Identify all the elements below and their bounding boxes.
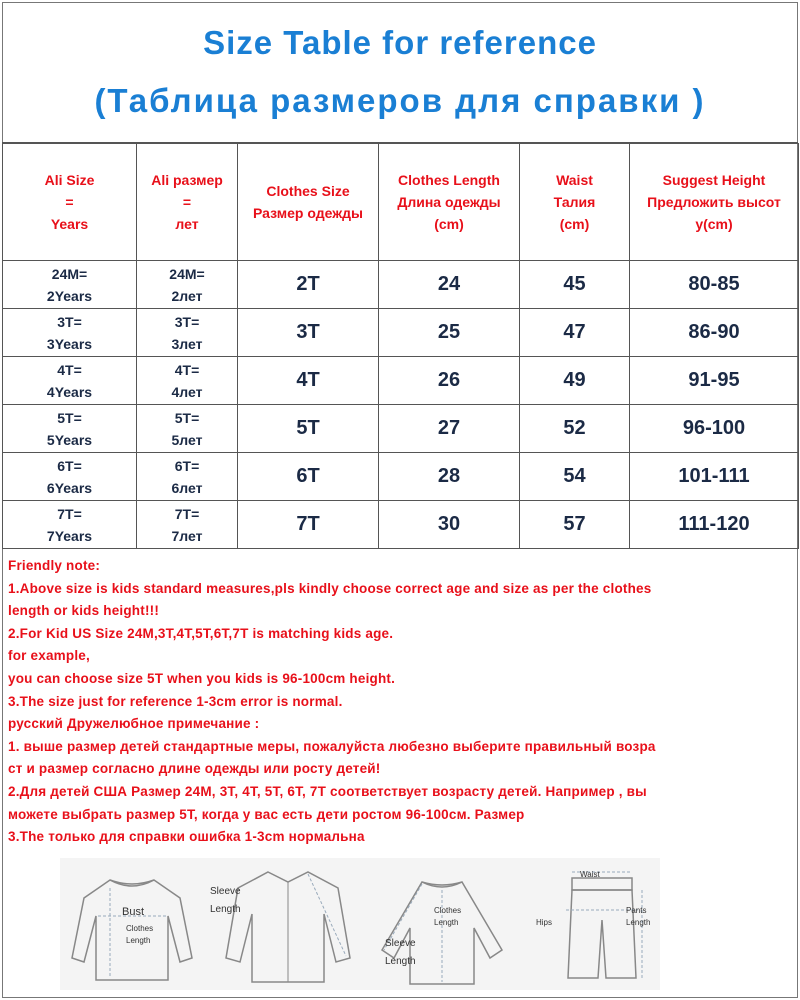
- header-line: Длина одежды: [397, 194, 501, 210]
- cell-length: 26: [379, 357, 520, 405]
- note-line: 1.Above size is kids standard measures,pls kindly choose correct age and size as per the clothes: [8, 580, 652, 596]
- shirt-diagram: [220, 858, 355, 990]
- cell-height: 86-90: [630, 309, 799, 357]
- table-row: [3, 261, 799, 309]
- cell-line: 6T=: [174, 457, 200, 474]
- header-line: Waist: [556, 172, 593, 188]
- cell-line: 3лет: [171, 335, 203, 352]
- cell-line: 3Years: [46, 335, 93, 352]
- header-row: [3, 144, 799, 261]
- cell-line: 24M=: [169, 265, 205, 282]
- cell-line: 6T=: [57, 457, 82, 474]
- table-row: [3, 405, 799, 453]
- cell-line: 6лет: [171, 479, 203, 496]
- cell-waist: 45: [520, 261, 630, 309]
- hips-label: Hips: [536, 918, 553, 927]
- header-line: Ali размер: [151, 172, 223, 188]
- sleeve2-length-label: Length: [385, 956, 416, 967]
- table-row: [3, 357, 799, 405]
- cell-waist: 57: [520, 501, 630, 549]
- cell-clothes-size: 6T: [238, 453, 379, 501]
- cell-height: 111-120: [630, 501, 799, 549]
- cell-line: 6Years: [46, 479, 93, 496]
- cell-ali-razmer: [137, 309, 238, 357]
- cell-clothes-size: 3T: [238, 309, 379, 357]
- cell-waist: 47: [520, 309, 630, 357]
- cell-line: 5лет: [171, 431, 203, 448]
- cell-line: 4T=: [174, 361, 200, 378]
- note-line: 3.The size just for reference 1-3cm error is normal.: [8, 693, 343, 709]
- waist-label: Waist: [580, 870, 600, 879]
- table-row: [3, 453, 799, 501]
- table-row: [3, 309, 799, 357]
- header-line: Ali Size: [44, 172, 95, 188]
- header-line: у(cm): [695, 216, 733, 232]
- cell-line: 7Years: [46, 527, 93, 544]
- cell-length: 28: [379, 453, 520, 501]
- header-line: (cm): [434, 216, 464, 232]
- cell-clothes-size: 5T: [238, 405, 379, 453]
- note-line: 2.Для детей США Размер 24M, 3T, 4T, 5T, 6T, 7T соответствует возрасту детей. Например , вы: [8, 783, 647, 799]
- sleeve-label: Sleeve: [210, 886, 241, 897]
- header-line: Clothes Length: [398, 172, 500, 188]
- note-line: русский Дружелюбное примечание :: [8, 716, 260, 732]
- size-table: [2, 143, 799, 549]
- measurement-diagrams: [60, 858, 660, 990]
- cell-line: 4T=: [57, 361, 82, 378]
- cell-ali-razmer: [137, 453, 238, 501]
- bust-label: Bust: [122, 906, 145, 918]
- header-line: Размер одежды: [253, 205, 363, 221]
- header-line: =: [65, 194, 74, 210]
- cell-line: 5Years: [46, 431, 93, 448]
- sleeve2-label: Sleeve: [385, 938, 416, 949]
- cell-height: 91-95: [630, 357, 799, 405]
- cell-height: 96-100: [630, 405, 799, 453]
- cell-ali-size: [3, 501, 137, 549]
- cell-line: 7T=: [174, 505, 200, 522]
- cell-ali-size: [3, 357, 137, 405]
- title-banner: [2, 2, 798, 143]
- header-line: Clothes Size: [266, 183, 350, 199]
- cell-line: 2Years: [46, 287, 93, 304]
- clothes-label: Clothes: [126, 924, 154, 933]
- note-line: 2.For Kid US Size 24M,3T,4T,5T,6T,7T is matching kids age.: [8, 625, 394, 641]
- cell-line: 3T=: [57, 313, 82, 330]
- cell-length: 25: [379, 309, 520, 357]
- sleeve-length-label: Length: [210, 904, 241, 915]
- cell-ali-size: [3, 261, 137, 309]
- header-ali-size: [3, 144, 137, 261]
- header-line: Предложить высот: [647, 194, 781, 210]
- cell-ali-size: [3, 453, 137, 501]
- table-row: [3, 501, 799, 549]
- cell-length: 27: [379, 405, 520, 453]
- note-line: 3.The только для справки ошибка 1-3cm нормальна: [8, 829, 365, 845]
- cell-ali-size: [3, 405, 137, 453]
- length2-label: Length: [434, 918, 459, 927]
- note-line: you can choose size 5T when you kids is 96-100cm height.: [8, 670, 396, 686]
- length-label: Length: [126, 936, 151, 945]
- cell-waist: 49: [520, 357, 630, 405]
- pants-length-label: Length: [626, 918, 651, 927]
- cell-line: 3T=: [174, 313, 200, 330]
- cell-length: 24: [379, 261, 520, 309]
- note-line: ст и размер согласно длине одежды или росту детей!: [8, 761, 381, 777]
- title-english: Size Table for reference: [203, 24, 597, 61]
- header-line: (cm): [559, 216, 590, 232]
- title-russian: (Таблица размеров для справки ): [94, 82, 706, 119]
- header-line: лет: [175, 216, 199, 232]
- cell-line: 4Years: [46, 383, 93, 400]
- note-line: length or kids height!!!: [8, 603, 160, 619]
- cell-line: 7T=: [57, 505, 82, 522]
- header-line: Suggest Height: [662, 172, 766, 188]
- cell-line: 4лет: [171, 383, 203, 400]
- cell-ali-razmer: [137, 261, 238, 309]
- cell-waist: 54: [520, 453, 630, 501]
- cell-height: 101-111: [630, 453, 799, 501]
- header-waist: [520, 144, 630, 261]
- header-ali-razmer: [137, 144, 238, 261]
- cell-clothes-size: 4T: [238, 357, 379, 405]
- header-suggest-height: [630, 144, 799, 261]
- cell-line: 7лет: [171, 527, 203, 544]
- cell-waist: 52: [520, 405, 630, 453]
- cell-clothes-size: 2T: [238, 261, 379, 309]
- cell-clothes-size: 7T: [238, 501, 379, 549]
- note-line: 1. выше размер детей стандартные меры, пожалуйста любезно выберите правильный возра: [8, 738, 656, 754]
- note-line: можете выбрать размер 5T, когда у вас есть дети ростом 96-100см. Размер: [8, 806, 525, 822]
- header-clothes-size: [238, 144, 379, 261]
- cell-line: 5T=: [174, 409, 200, 426]
- friendly-notes: [8, 555, 794, 849]
- header-line: =: [182, 194, 192, 210]
- pants-label: Pants: [626, 906, 647, 915]
- note-line: Friendly note:: [8, 558, 101, 573]
- header-line: Years: [50, 216, 89, 232]
- header-line: Талия: [553, 194, 596, 210]
- cell-line: 2лет: [171, 287, 203, 304]
- note-line: for example,: [8, 648, 90, 664]
- cell-line: 5T=: [57, 409, 82, 426]
- cell-line: 24M=: [51, 265, 88, 282]
- cell-ali-razmer: [137, 357, 238, 405]
- cell-length: 30: [379, 501, 520, 549]
- cell-ali-razmer: [137, 501, 238, 549]
- cell-ali-razmer: [137, 405, 238, 453]
- cell-height: 80-85: [630, 261, 799, 309]
- header-clothes-length: [379, 144, 520, 261]
- cell-ali-size: [3, 309, 137, 357]
- clothes2-label: Clothes: [434, 906, 462, 915]
